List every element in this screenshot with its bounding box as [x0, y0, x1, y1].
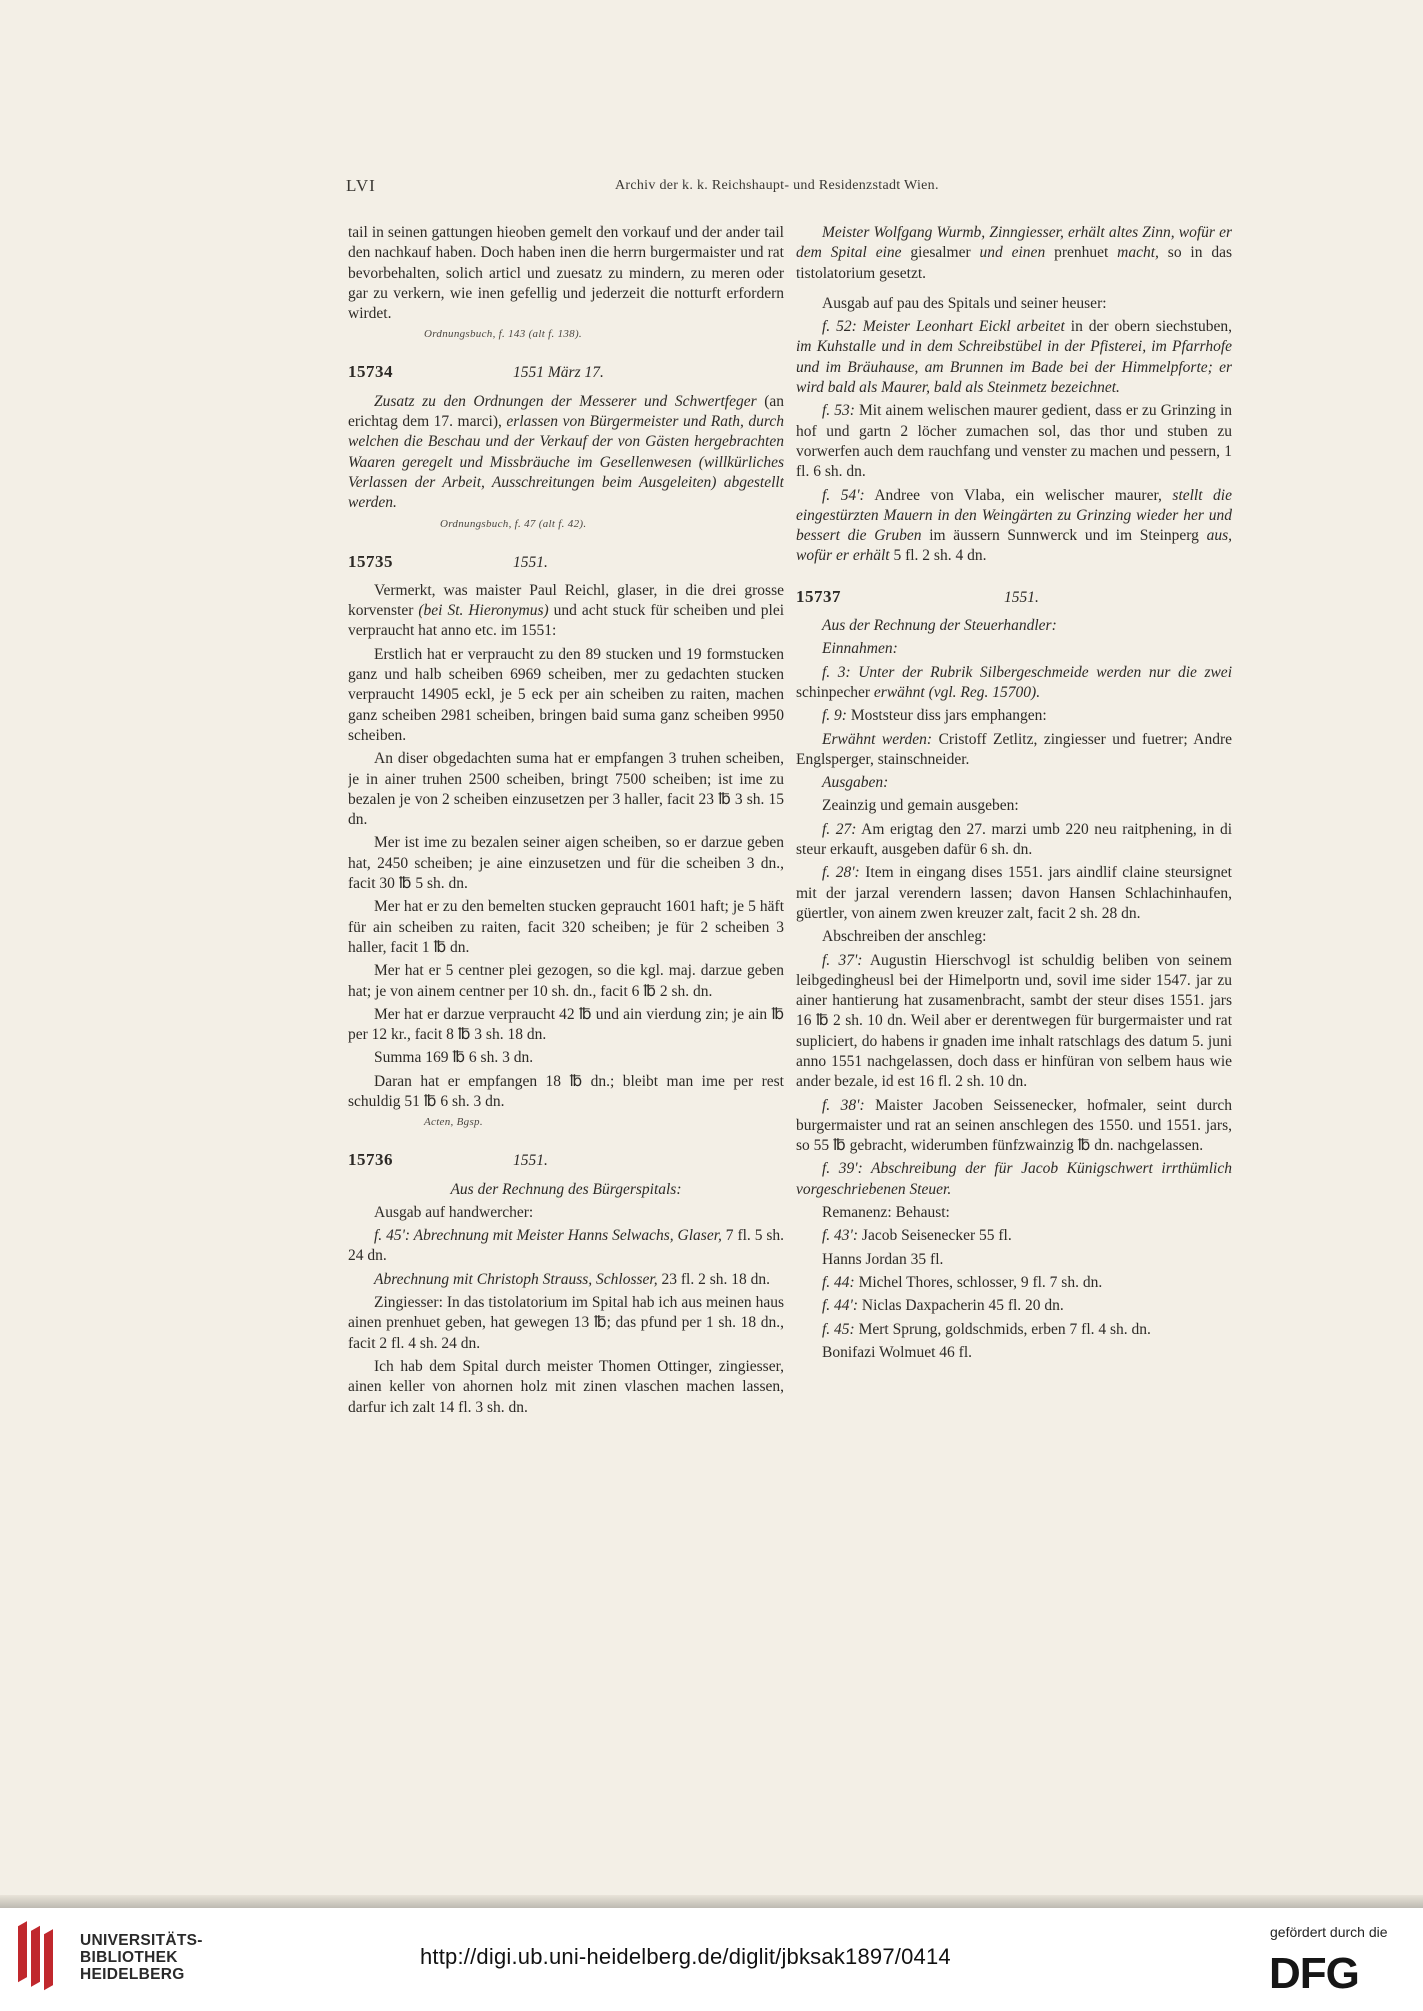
library-name: UNIVERSITÄTS- BIBLIOTHEK HEIDELBERG — [80, 1932, 203, 1983]
paragraph: f. 37': Augustin Hierschvogl ist schuldig beliben von seinem leibgedingheusl bei der Himelportn und, sovil ime sider 1547. jar zu ainer hantierung hat zusamenbracht, sambt der steur dises 1551. jars 16 ℔ 2 sh. 10 dn. Weil aber er derentwegen für burgermaister und rat supliciert, do habens ir gnaden ime inhalt ratschlags des datum 5. juni anno 1551 nachgelassen, doch dass er hinfüran von selbem haus wie ander bezale, id est 16 fl. 2 sh. 10 dn. — [796, 951, 1232, 1091]
paragraph: Mer ist ime zu bezalen seiner aigen scheiben, so er darzue geben hat, 2450 scheiben; je aine einzusetzen und für die scheiben 3 dn., facit 30 ℔ 5 sh. dn. — [348, 834, 784, 893]
entry-heading — [348, 1150, 784, 1171]
entry-date: 1551 März 17. — [513, 364, 604, 382]
entry-summary: Zusatz zu den Ordnungen der Messerer und Schwertfeger (an erichtag dem 17. marci), erlassen von Bürgermeister und Rath, durch welchen die Beschau und der Verkauf der von Gästen hergebrachten Waaren geregelt und Missbräuche im Gesellenwesen (willkürliches Verlassen der Arbeit, Ausschreitungen beim Ausgeleiten) abgestellt werden. — [348, 392, 784, 512]
source-citation: Ordnungsbuch, f. 143 (alt f. 138). — [424, 328, 582, 341]
source-citation: Ordnungsbuch, f. 47 (alt f. 42). — [440, 517, 587, 530]
paragraph: f. 52: Meister Leonhart Eickl arbeitet in der obern siechstuben, im Kuhstalle und in dem Schreibstübel in der Pfisterei, im Pfarrhofe und im Bräuhause, am Brunnen im Bade bei der Himmelpforte; er wird bald als Maurer, bald als Steinmetz bezeichnet. — [796, 318, 1232, 397]
list-item: f. 44': Niclas Daxpacherin 45 fl. 20 dn. — [822, 1297, 1064, 1315]
entry-number: 15735 — [348, 551, 393, 571]
paragraph: f. 45': Abrechnung mit Meister Hanns Selwachs, Glaser, 7 fl. 5 sh. 24 dn. — [348, 1227, 784, 1265]
paragraph: Erwähnt werden: Cristoff Zetlitz, zingiesser und fuetrer; Andre Englsperger, stainschneider. — [796, 730, 1232, 768]
entry-date: 1551. — [1004, 588, 1039, 606]
left-column — [348, 223, 784, 1543]
paragraph: f. 3: Unter der Rubrik Silbergeschmeide werden nur die zwei schinpecher erwähnt (vgl. Reg. 15700). — [796, 663, 1232, 701]
paragraph: Ausgab auf handwercher: — [374, 1203, 534, 1221]
paragraph: f. 39': Abschreibung der für Jacob Künigschwert irrthümlich vorgeschriebenen Steuer. — [796, 1160, 1232, 1198]
paragraph: Remanenz: Behaust: — [822, 1204, 950, 1222]
permalink-url[interactable]: http://digi.ub.uni-heidelberg.de/diglit/jbksak1897/0414 — [420, 1944, 951, 1969]
paragraph: Ausgab auf pau des Spitals und seiner heuser: — [822, 294, 1107, 312]
subheading: Einnahmen: — [822, 640, 898, 658]
university-library-logo[interactable] — [12, 1920, 70, 1996]
page-folio: LVI — [346, 176, 376, 195]
running-title: Archiv der k. k. Reichshaupt- und Residenzstadt Wien. — [615, 178, 939, 193]
paragraph: Mer hat er zu den bemelten stucken gepraucht 1601 haft; je 5 häft für ain scheiben zu raiten, facit 320 scheiben; je für 2 scheiben 3 haller, facit 1 ℔ dn. — [348, 898, 784, 956]
entry-heading — [796, 587, 1232, 608]
paragraph: Mer hat er darzue verpraucht 42 ℔ und ain vierdung zin; je ain ℔ per 12 kr., facit 8 ℔ 3 sh. 18 dn. — [348, 1005, 784, 1044]
entry-heading — [348, 362, 784, 383]
paragraph: Zeainzig und gemain ausgeben: — [822, 797, 1019, 815]
running-head — [346, 176, 1246, 198]
entry-date: 1551. — [513, 553, 548, 571]
right-column — [796, 223, 1232, 1543]
paragraph: Erstlich hat er verpraucht zu den 89 stucken und 19 formstucken ganz und halb scheiben 6969 scheiben, mer zu gedachten stucken verpraucht 14905 eckl, je 5 eck per ain scheiben zu raiten, machen ganz scheiben 2981 scheiben, bringen baid suma ganz scheiben 9950 scheiben. — [348, 645, 784, 744]
list-item: f. 44: Michel Thores, schlosser, 9 fl. 7 sh. dn. — [822, 1273, 1103, 1291]
list-item: Hanns Jordan 35 fl. — [822, 1250, 944, 1268]
paragraph: Daran hat er empfangen 18 ℔ dn.; bleibt man ime per rest schuldig 51 ℔ 6 sh. 3 dn. — [348, 1072, 784, 1110]
source-citation: Acten, Bgsp. — [424, 1116, 483, 1129]
paragraph: f. 54': Andree von Vlaba, ein welischer maurer, stellt die eingestürzten Mauern in den Weingärten zu Grinzing wieder her und bessert die Gruben im äussern Sunnwerck und im Steinperg aus, wofür er erhält 5 fl. 2 sh. 4 dn. — [796, 486, 1232, 565]
section-heading: Aus der Rechnung des Bürgerspitals: — [450, 1180, 682, 1198]
paragraph: Summa 169 ℔ 6 sh. 3 dn. — [374, 1049, 534, 1067]
paragraph: Ich hab dem Spital durch meister Thomen Ottinger, zingiesser, ainen keller von ahornen holz mit zinen vlaschen machen lassen, darfur ich zalt 14 fl. 3 sh. dn. — [348, 1357, 784, 1416]
page-edge — [0, 1895, 1423, 1908]
paragraph: An diser obgedachten suma hat er empfangen 3 truhen scheiben, je in ainer truhen 2500 scheiben, bringt 7500 scheiben; ist ime zu bezalen je von 2 scheiben einzusetzen per 3 haller, facit 23 ℔ 3 sh. 15 dn. — [348, 750, 784, 829]
paragraph: Vermerkt, was maister Paul Reichl, glaser, in die drei grosse korvenster (bei St. Hieronymus) und acht stuck für scheiben und plei verpraucht hat anno etc. im 1551: — [348, 581, 784, 640]
section-heading: Aus der Rechnung der Steuerhandler: — [822, 617, 1057, 635]
entry-number: 15736 — [348, 1150, 393, 1170]
dfg-logo[interactable]: DFG — [1269, 1949, 1359, 1998]
paragraph: Abschreiben der anschleg: — [822, 928, 987, 946]
paragraph: f. 28': Item in eingang dises 1551. jars aindlif claine steursignet mit der jarzal verendern lassen; davon Hansen Schlachinhaufen, güertler, von ainem zwen kreuzer zalt, facit 2 sh. 28 dn. — [796, 864, 1232, 922]
footer-bar — [0, 1908, 1423, 2011]
paragraph: f. 9: Moststeur diss jars emphangen: — [822, 707, 1047, 725]
list-item: f. 45: Mert Sprung, goldschmids, erben 7 fl. 4 sh. dn. — [822, 1320, 1151, 1338]
paragraph: Abrechnung mit Christoph Strauss, Schlosser, 23 fl. 2 sh. 18 dn. — [374, 1270, 770, 1288]
entry-number: 15737 — [796, 586, 841, 606]
paragraph: Meister Wolfgang Wurmb, Zinngiesser, erhält altes Zinn, wofür er dem Spital eine giesalmer und einen prenhuet macht, so in das tistolatorium gesetzt. — [796, 224, 1232, 282]
list-item: Bonifazi Wolmuet 46 fl. — [822, 1343, 972, 1361]
paragraph: f. 38': Maister Jacoben Seissenecker, hofmaler, seint durch burgermaister und rat an seinen anschlegen des 1550. und 1551. jars, so 55 ℔ gebracht, widerumben fünfzwainzig ℔ dn. nachgelassen. — [796, 1096, 1232, 1155]
list-item: f. 43': Jacob Seisenecker 55 fl. — [822, 1227, 1012, 1245]
remanenz-list — [796, 1226, 1232, 1363]
funder-label: gefördert durch die — [1270, 1924, 1388, 1940]
paragraph: Zingiesser: In das tistolatorium im Spital hab ich aus meinen haus ainen prenhuet geben, hat gewegen 13 ℔; das pfund per 1 sh. 18 dn., facit 2 fl. 4 sh. 24 dn. — [348, 1294, 784, 1352]
paragraph: f. 53: Mit ainem welischen maurer gedient, dass er zu Grinzing in hof und gartn 2 löcher zumachen sol, das thor und stuben zu vorwerfen auch dem rauchfang und venster zu machen und pessern, 1 fl. 6 sh. dn. — [796, 402, 1232, 481]
paragraph: tail in seinen gattungen hieoben gemelt den vorkauf und der ander tail den nachkauf haben. Doch haben inen die herrn burgermaister und rat bevorbehalten, solich articl und zuesatz zu mindern, zu meren oder gar zu verkern, wie inen gefellig und jederzeit die notturft erfordern wirdet. — [348, 224, 784, 323]
entry-heading — [348, 552, 784, 573]
entry-number: 15734 — [348, 362, 393, 382]
paragraph: f. 27: Am erigtag den 27. marzi umb 220 neu raitphening, in di steur erkauft, ausgeben dafür 6 sh. dn. — [796, 820, 1232, 859]
entry-date: 1551. — [513, 1152, 548, 1170]
paragraph: Mer hat er 5 centner plei gezogen, so die kgl. maj. darzue geben hat; je von ainem centner per 10 sh. dn., facit 6 ℔ 2 sh. dn. — [348, 962, 784, 1000]
subheading: Ausgaben: — [822, 774, 889, 792]
